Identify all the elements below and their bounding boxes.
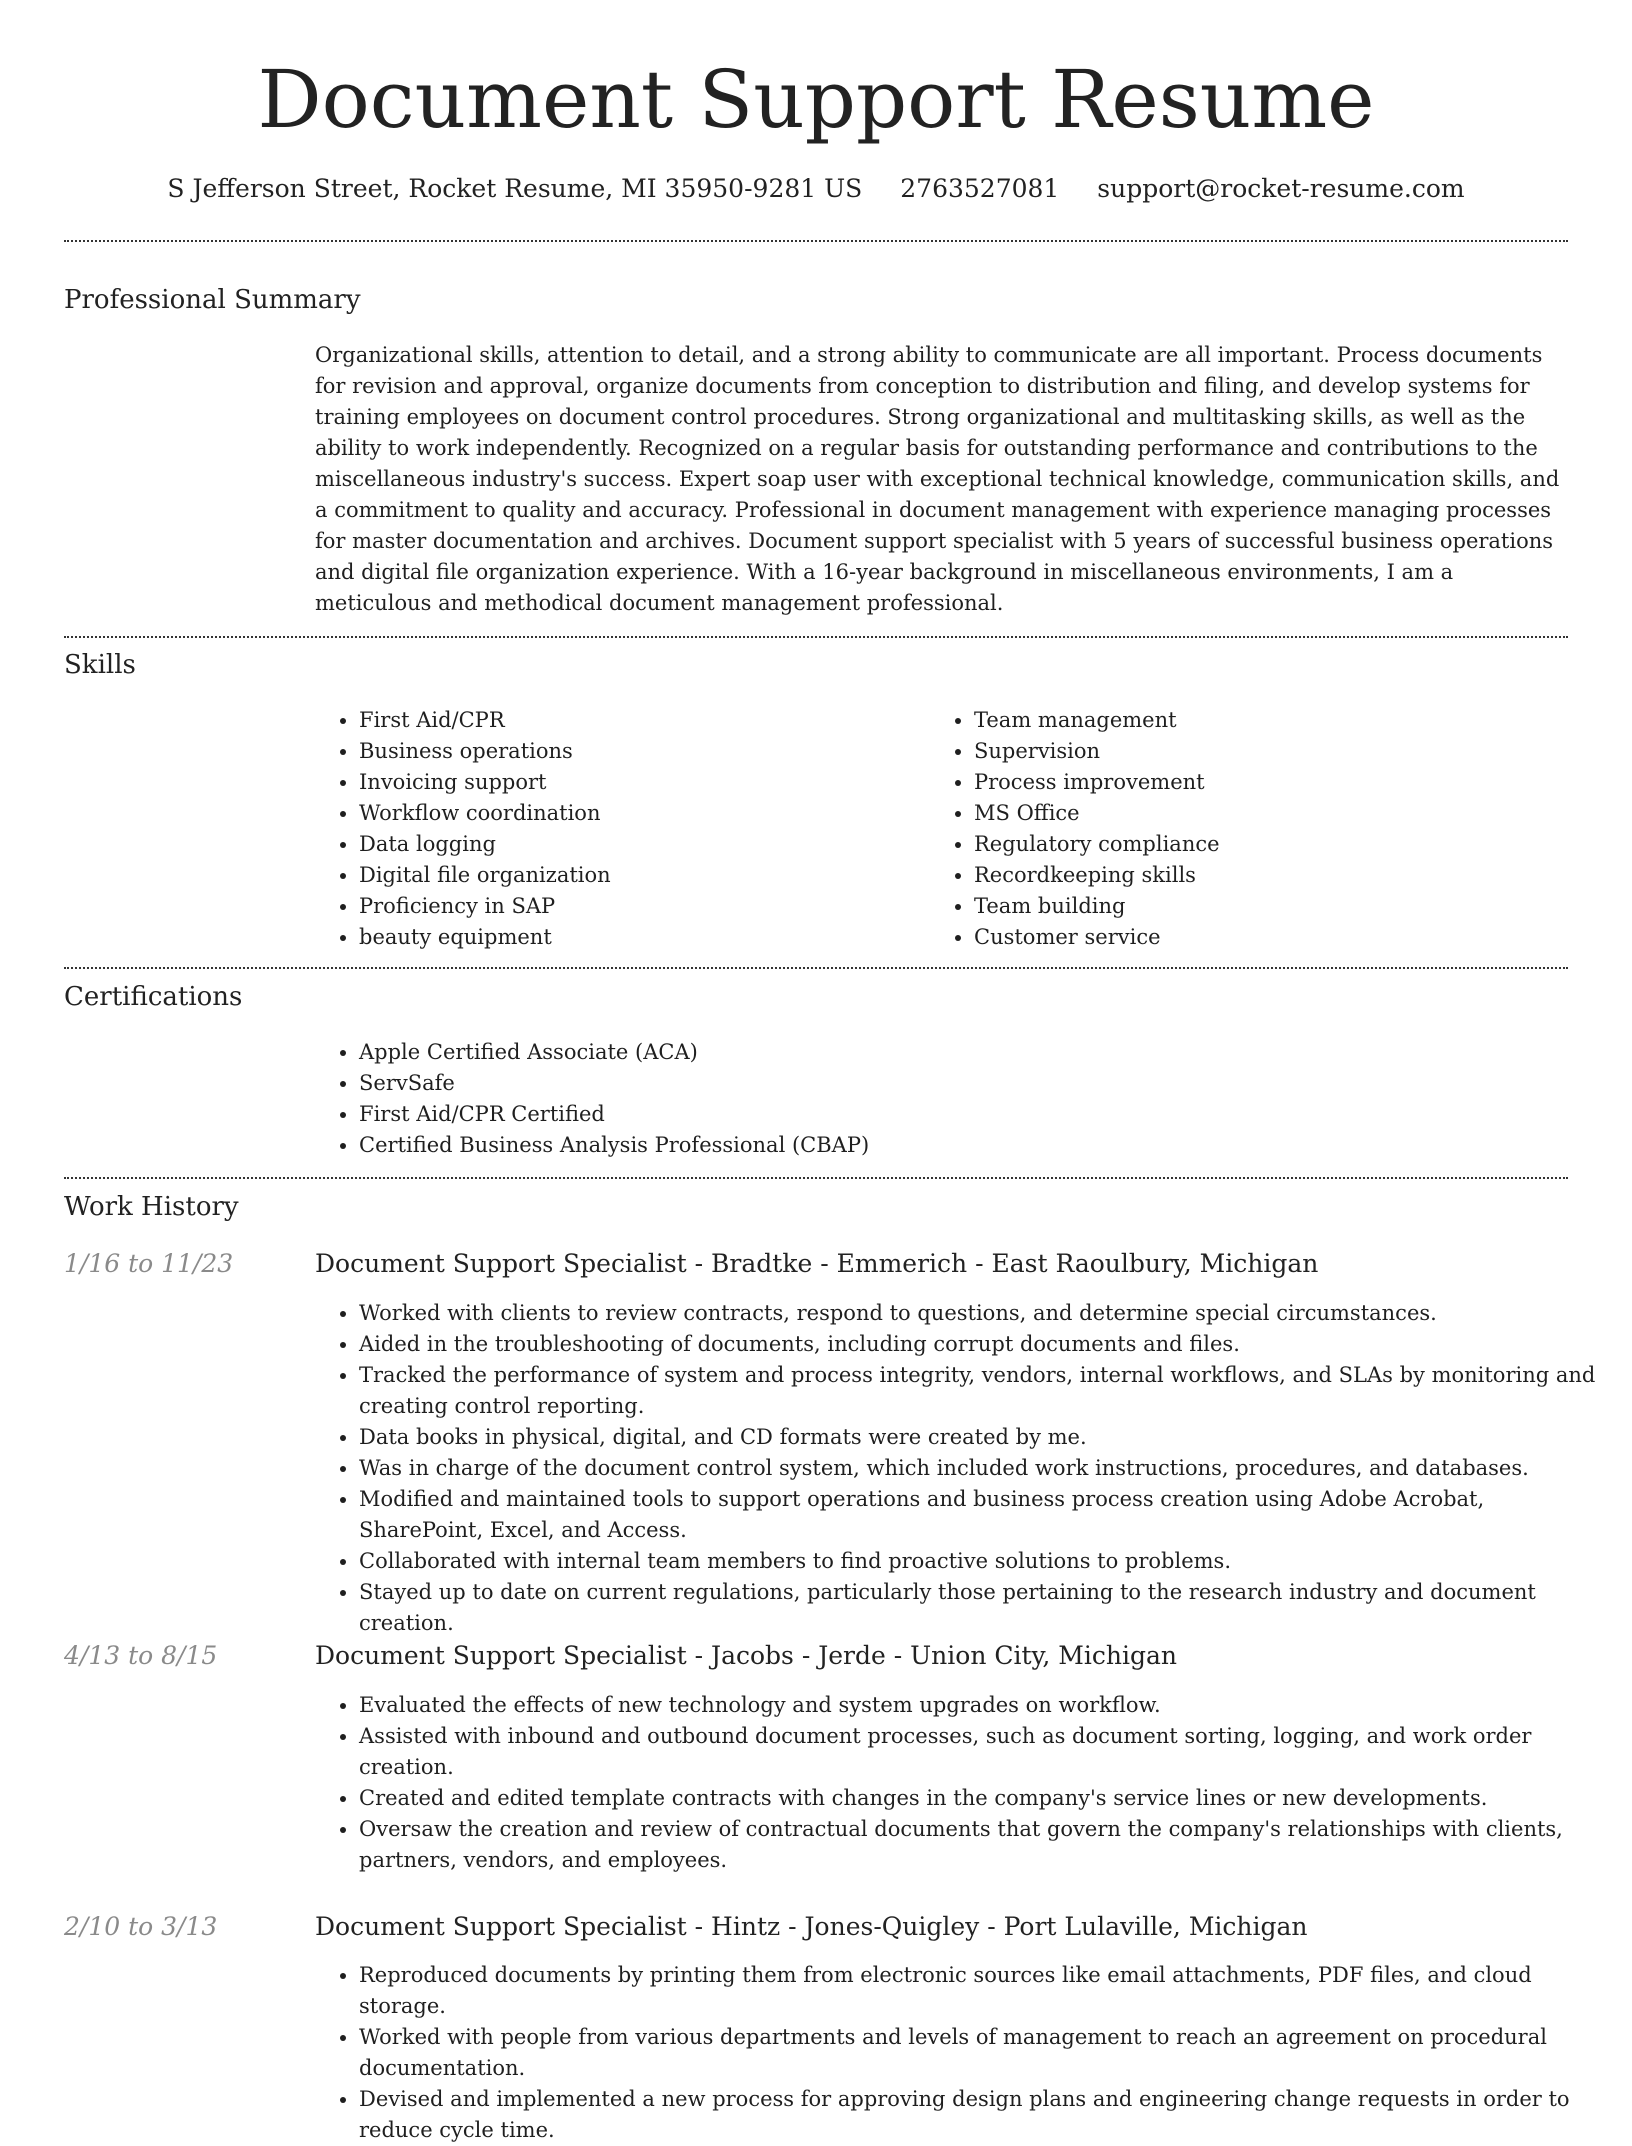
contact-email: support@rocket-resume.com — [1097, 174, 1465, 203]
list-item: • Collaborated with internal team members to find proactive solutions to problems. — [359, 1546, 1612, 1577]
section-divider — [64, 967, 1568, 969]
list-item: • Regulatory compliance — [974, 829, 1594, 860]
skills-heading: Skills — [64, 650, 136, 680]
list-item: • First Aid/CPR Certified — [359, 1099, 1559, 1130]
resume-title: Document Support Resume — [257, 53, 1375, 146]
job-bullets — [315, 1298, 1612, 1639]
list-item: • Business operations — [359, 736, 919, 767]
list-item: • Recordkeeping skills — [974, 860, 1594, 891]
work-heading: Work History — [64, 1192, 239, 1222]
skills-list-left — [315, 705, 919, 953]
job-title: Document Support Specialist - Jacobs - Jerde - Union City, Michigan — [315, 1641, 1177, 1670]
job-dates: 4/13 to 8/15 — [64, 1641, 218, 1670]
section-divider — [64, 636, 1568, 638]
list-item: • Data logging — [359, 829, 919, 860]
list-item: • Invoicing support — [359, 767, 919, 798]
list-item: • Supervision — [974, 736, 1594, 767]
certifications-heading: Certifications — [64, 982, 243, 1012]
contact-phone: 2763527081 — [900, 174, 1060, 203]
list-item: • Process improvement — [974, 767, 1594, 798]
summary-heading: Professional Summary — [64, 285, 361, 315]
job-title: Document Support Specialist - Hintz - Jones-Quigley - Port Lulaville, Michigan — [315, 1912, 1308, 1941]
list-item: • Worked with people from various departments and levels of management to reach an agreement on procedural documentation. — [359, 2022, 1612, 2084]
contact-address: S Jefferson Street, Rocket Resume, MI 35950-9281 US — [167, 174, 863, 203]
section-divider — [64, 1177, 1568, 1179]
list-item: • Proficiency in SAP — [359, 891, 919, 922]
job-dates: 1/16 to 11/23 — [64, 1249, 234, 1278]
list-item: • Created and edited template contracts with changes in the company's service lines or new developments. — [359, 1783, 1612, 1814]
list-item: • Evaluated the effects of new technology and system upgrades on workflow. — [359, 1690, 1612, 1721]
list-item: • ServSafe — [359, 1068, 1559, 1099]
list-item: • Apple Certified Associate (ACA) — [359, 1037, 1559, 1068]
list-item: • Stayed up to date on current regulations, particularly those pertaining to the research industry and document creation. — [359, 1577, 1612, 1639]
job-dates: 2/10 to 3/13 — [64, 1912, 218, 1941]
list-item: • Tracked the performance of system and process integrity, vendors, internal workflows, and SLAs by monitoring and creating control reporting. — [359, 1360, 1612, 1422]
list-item: • First Aid/CPR — [359, 705, 919, 736]
list-item: • Team building — [974, 891, 1594, 922]
list-item: • Devised and implemented a new process for approving design plans and engineering change requests in order to reduce cycle time. — [359, 2084, 1612, 2146]
section-divider — [64, 240, 1568, 242]
skills-list-right — [930, 705, 1594, 953]
list-item: • Workflow coordination — [359, 798, 919, 829]
list-item: • Digital file organization — [359, 860, 919, 891]
summary-text: Organizational skills, attention to detail, and a strong ability to communicate are all important. Process documents for revision and approval, organize documents from conception to distribution and filing, and develop systems for training employees on document control procedures. Strong organizational and multitasking skills, as well as the ability to work independently. Recognized on a regular basis for outstanding performance and contributions to the miscellaneous industry's success. Expert soap user with exceptional technical knowledge, communication skills, and a commitment to quality and accuracy. Professional in document management with experience managing processes for master documentation and archives. Document support specialist with 5 years of successful business operations and digital file organization experience. With a 16-year background in miscellaneous environments, I am a meticulous and methodical document management professional. — [315, 343, 1560, 615]
job-bullets — [315, 1690, 1612, 1876]
list-item: • Reproduced documents by printing them from electronic sources like email attachments, PDF files, and cloud storage. — [359, 1960, 1612, 2022]
list-item: • MS Office — [974, 798, 1594, 829]
list-item: • Team management — [974, 705, 1594, 736]
list-item: • beauty equipment — [359, 922, 919, 953]
list-item: • Certified Business Analysis Professional (CBAP) — [359, 1130, 1559, 1161]
job-title: Document Support Specialist - Bradtke - Emmerich - East Raoulbury, Michigan — [315, 1249, 1319, 1278]
certifications-list — [315, 1037, 1559, 1161]
job-bullets — [315, 1960, 1612, 2146]
list-item: • Worked with clients to review contracts, respond to questions, and determine special circumstances. — [359, 1298, 1612, 1329]
contact-line — [0, 172, 1632, 206]
list-item: • Customer service — [974, 922, 1594, 953]
list-item: • Data books in physical, digital, and CD formats were created by me. — [359, 1422, 1612, 1453]
list-item: • Was in charge of the document control system, which included work instructions, procedures, and databases. — [359, 1453, 1612, 1484]
list-item: • Aided in the troubleshooting of documents, including corrupt documents and files. — [359, 1329, 1612, 1360]
list-item: • Assisted with inbound and outbound document processes, such as document sorting, logging, and work order creation. — [359, 1721, 1612, 1783]
list-item: • Oversaw the creation and review of contractual documents that govern the company's relationships with clients, partners, vendors, and employees. — [359, 1814, 1612, 1876]
list-item: • Modified and maintained tools to support operations and business process creation using Adobe Acrobat, SharePoint, Excel, and Access. — [359, 1484, 1612, 1546]
